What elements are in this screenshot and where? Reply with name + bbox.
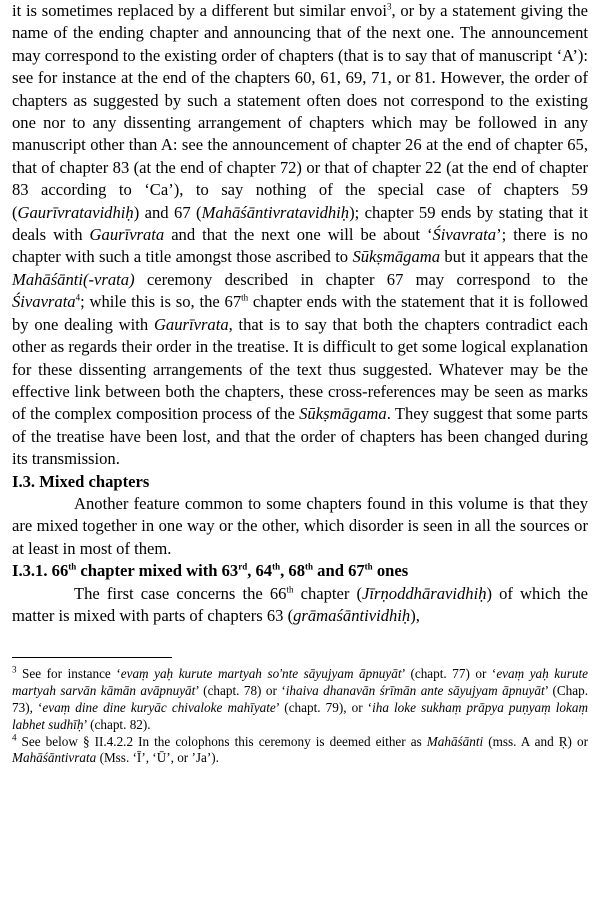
superscript-run: th (364, 561, 373, 572)
text-run: ); chapter 59 ends by stating that it deals with (12, 202, 588, 245)
italic-run: Jīrṇoddhāravidhiḥ (362, 583, 487, 603)
text-run: chapter ( (293, 583, 363, 603)
text-run: and that the next one will be about ‘ (164, 225, 433, 245)
text-run: See for instance ‘ (16, 666, 121, 682)
text-run: ’ (chapt. 77) or ‘ (401, 666, 497, 682)
text-run: it is sometimes replaced by a different but similar envoi (12, 1, 387, 20)
text-run: See below § II.4.2.2 In the colophons this ceremony is deemed either as (16, 733, 427, 749)
italic-run: iha loke sukhaṃ prāpya puṇyaṃ lokaṃ labhet sudhīḥ (12, 699, 588, 732)
text-run: I.3.1. 66 (12, 561, 69, 581)
italic-run: Śivavrata (12, 292, 76, 312)
body-paragraph-2 (12, 493, 588, 560)
italic-run: Gaurīvrata (89, 225, 165, 245)
text-run: but it appears that the (440, 247, 588, 267)
italic-run: Mahāśāntivrata (12, 750, 97, 766)
italic-run: Sūkṣmāgama (299, 404, 387, 424)
text-run: (Mss. ‘Ī’, ‘Ū’, or ’Ja’). (96, 750, 219, 766)
italic-run: ihaiva dhanavān śrīmān ante sāyujyam āpnuyāt (285, 683, 545, 699)
superscript-run: 3 (12, 664, 17, 675)
text-run: I.3. Mixed chapters (12, 471, 150, 491)
superscript-run: 3 (386, 1, 392, 12)
italic-run: Gaurīvrata (153, 314, 229, 334)
text-run: ones (372, 561, 409, 581)
subsection-heading-66th-chapter (12, 560, 588, 582)
footnote-separator (12, 657, 172, 658)
italic-run: Sūkṣmāgama (352, 247, 441, 267)
text-run: ceremony described in chapter 67 may correspond to the (134, 269, 588, 289)
section-heading-mixed-chapters (12, 471, 588, 493)
text-run: , that is to say that both the chapters contradict each other as regards their order in the treatise. It is difficult to get some logical explanation for these dissenting arrangements of the text thus suggested. Whatever may be the effective link between both the chapters, these cross-references may be seen as marks of the complex composition process of the (12, 314, 588, 424)
text-run: (mss. A and Ṛ) or (483, 733, 588, 749)
superscript-run: th (272, 561, 281, 572)
superscript-run: th (305, 561, 314, 572)
text-run: ) and 67 ( (133, 202, 202, 222)
superscript-run: th (241, 292, 249, 303)
text-run: ’ (chapt. 82). (83, 716, 151, 732)
text-run: chapter ends with the statement that it is followed by one dealing with (12, 292, 588, 334)
superscript-run: th (286, 584, 294, 595)
text-run: ’ (Chap. 73), ‘ (12, 683, 588, 715)
text-run: and 67 (313, 561, 365, 581)
text-run: chapter mixed with 63 (76, 561, 239, 581)
italic-run: Mahāśānti(-vrata) (12, 269, 135, 289)
text-run: . They suggest that some parts of the treatise have been lost, and that the order of chapters has been changed during its transmission. (12, 404, 588, 469)
italic-run: Mahāśāntivratavidhiḥ (201, 202, 350, 222)
footnote-3 (12, 666, 588, 733)
text-run: , 64 (247, 561, 273, 581)
body-paragraph-1 (12, 0, 588, 471)
text-run: ), (410, 605, 420, 625)
italic-run: Gaurīvratavidhiḥ (17, 202, 134, 222)
text-run: , 68 (280, 561, 305, 581)
document-page (12, 0, 588, 767)
italic-run: evaṃ dine dine kuryāc chivaloke mahīyate (42, 699, 276, 715)
text-run: The first case concerns the 66 (74, 583, 287, 603)
italic-run: grāmaśāntividhiḥ (293, 605, 411, 625)
footnote-4 (12, 734, 588, 768)
text-run: , or by a statement giving the name of the ending chapter and announcing that of the next one. The announcement may correspond to the existing order of chapters (that is to say that of manuscript ‘A’): see for instance at the end of the chapters 60, 61, 69, 71, or 81. However, the order of chapters as suggested by such a statement often does not correspond to the existing one nor to any dissenting arrangement of chapters which may be followed in any manuscript other than A: see the announcement of chapter 26 at the end of chapter 65, that of chapter 83 (at the end of chapter 72) or that of chapter 22 (at the end of chapter 83 according to ‘Ca’), to say nothing of the special case of chapters 59 ( (12, 1, 588, 222)
text-run: ’ (chapt. 78) or ‘ (195, 683, 286, 699)
text-run: ’; there is no chapter with such a title amongst those ascribed to (12, 225, 588, 267)
body-paragraph-3 (12, 583, 588, 628)
italic-run: evaṃ yaḥ kurute martyah so'nte sāyujyam āpnuyāt (120, 666, 402, 682)
text-run: ’ (chapt. 79), or ‘ (275, 699, 373, 715)
superscript-run: rd (238, 561, 248, 572)
text-run: ; while this is so, the 67 (80, 292, 242, 312)
text-run: ) of which the matter is mixed with parts of chapters 63 ( (12, 583, 588, 625)
italic-run: Mahāśānti (426, 733, 484, 749)
superscript-run: th (68, 561, 77, 572)
superscript-run: 4 (75, 292, 81, 303)
italic-run: evaṃ yaḥ kurute martyah sarvān kāmān avāpnuyāt (12, 666, 588, 699)
superscript-run: 4 (12, 732, 17, 743)
text-run: Another feature common to some chapters found in this volume is that they are mixed together in one way or the other, which disorder is seen in all the sources or at least in most of them. (12, 493, 588, 558)
italic-run: Śivavrata (432, 225, 497, 245)
